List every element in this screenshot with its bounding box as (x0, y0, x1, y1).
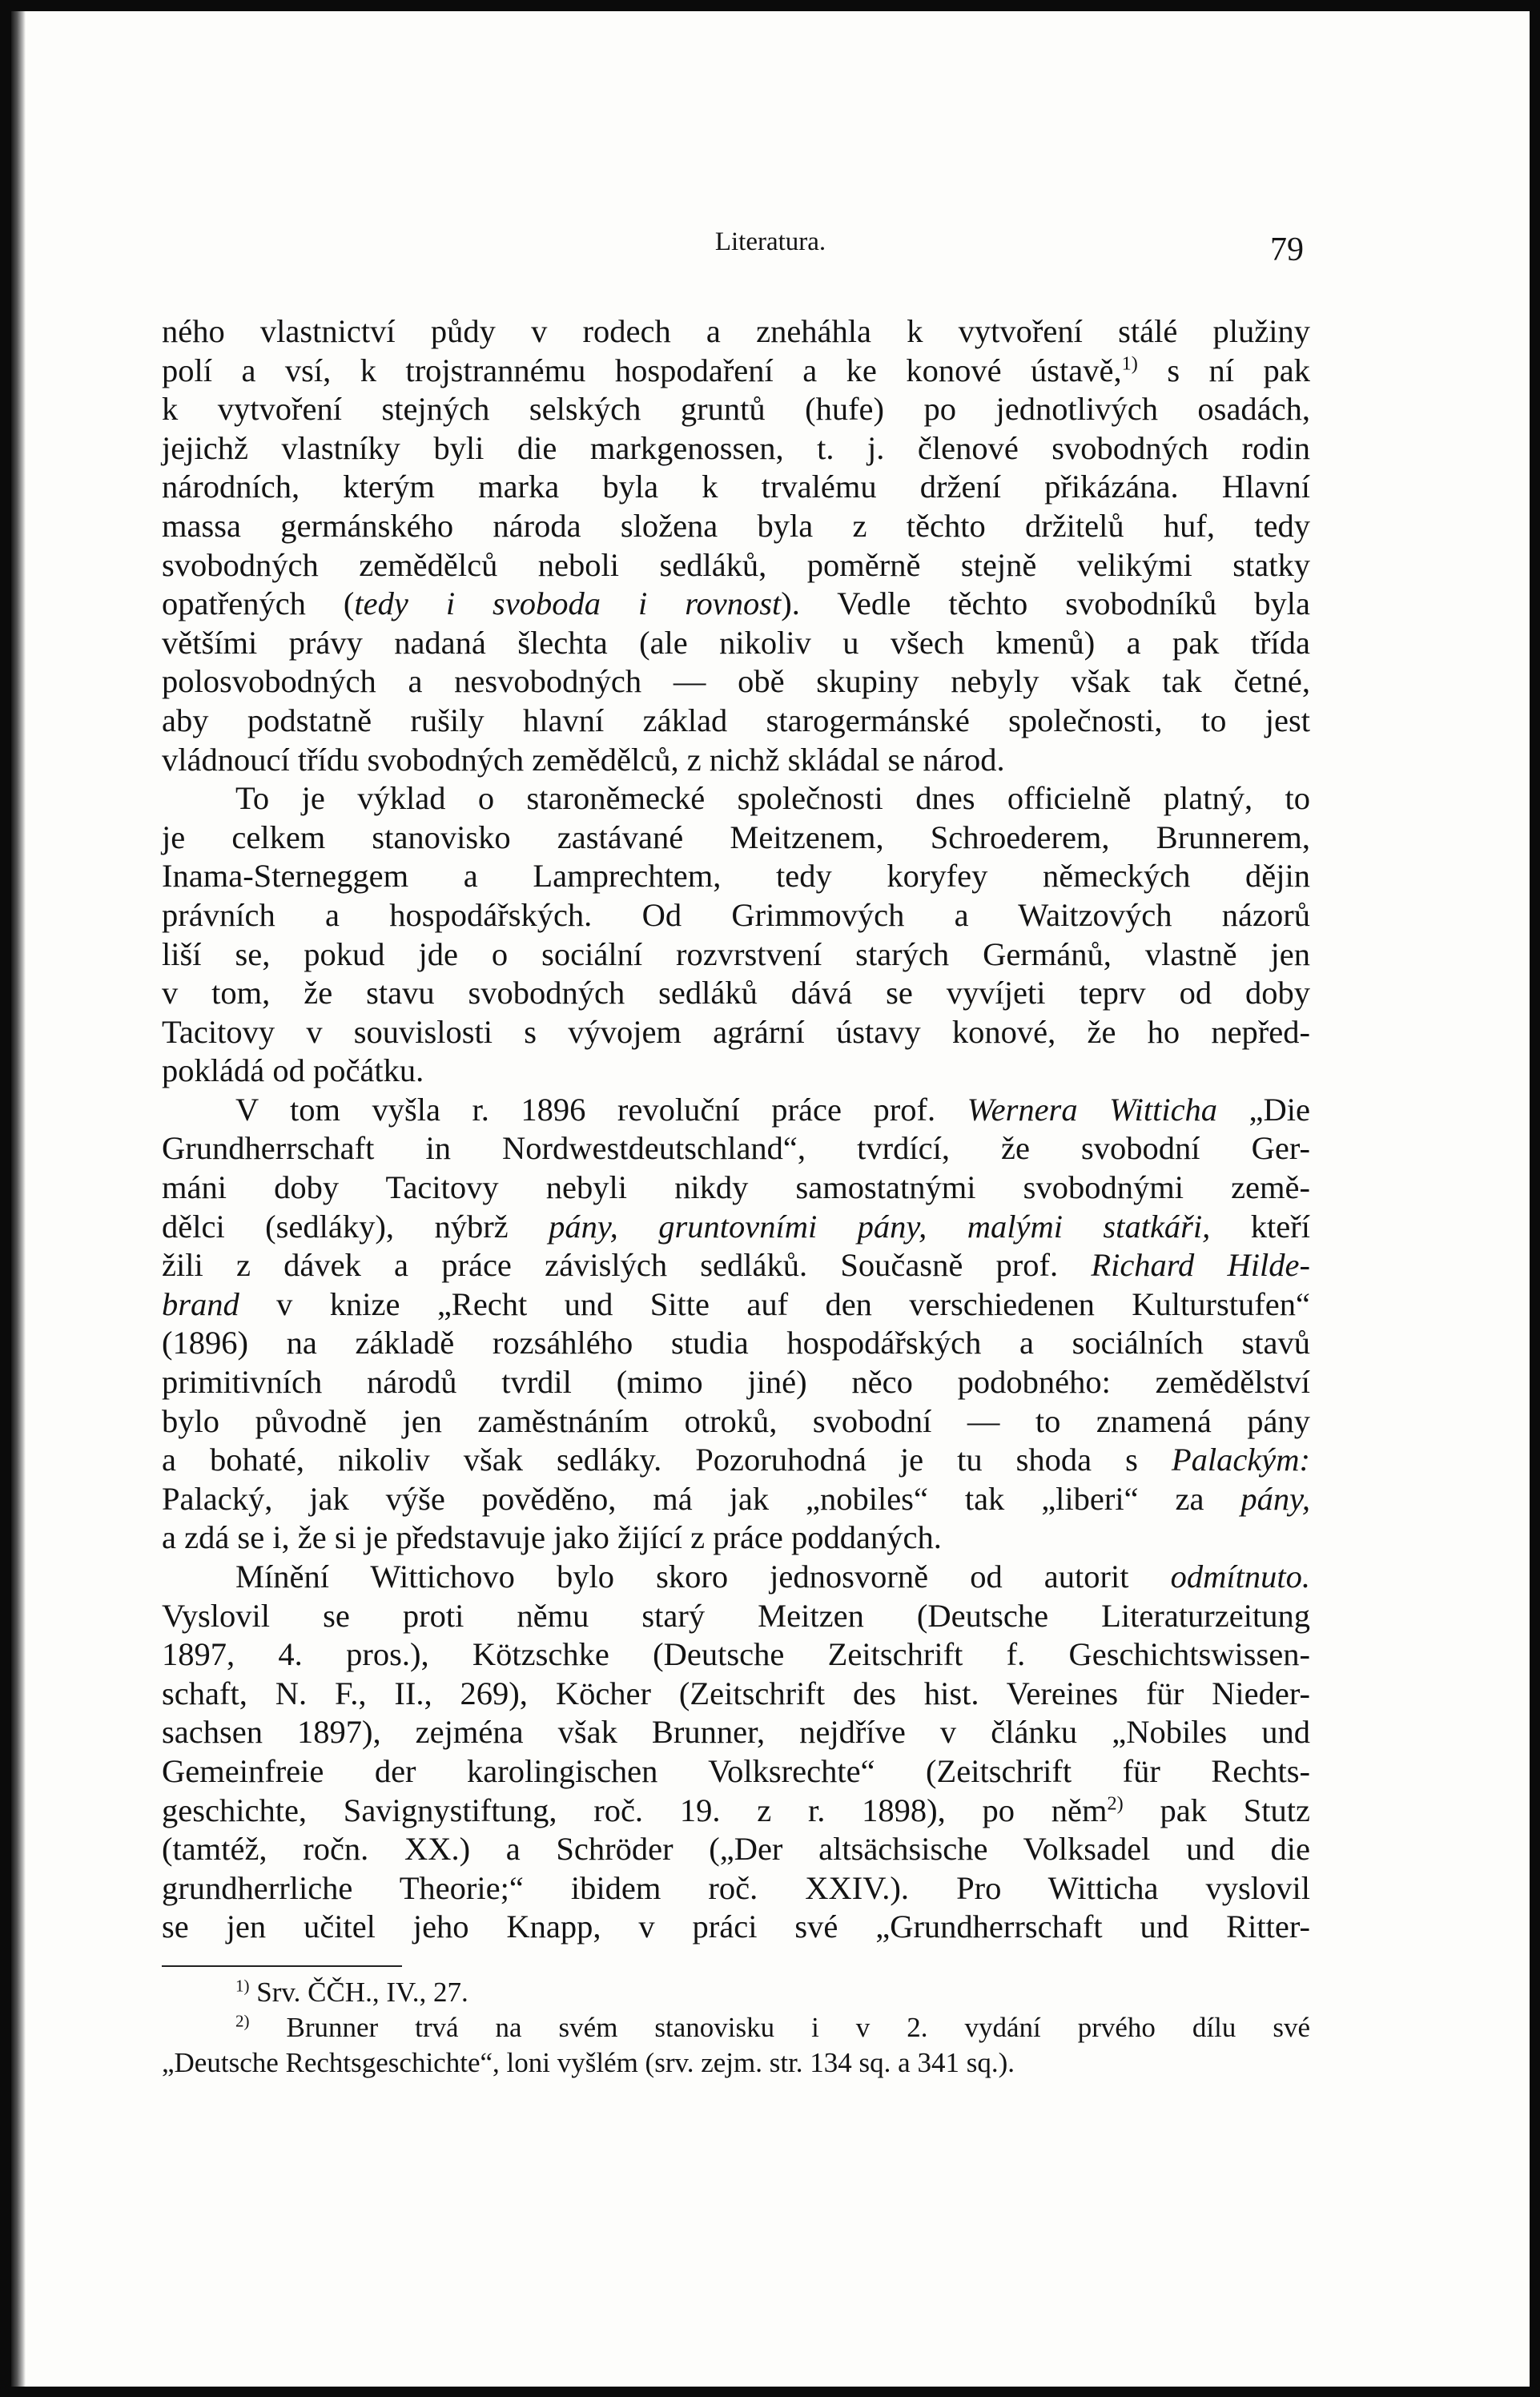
text-line: máni doby Tacitovy nebyli nikdy samostatnými svobodnými země- (162, 1169, 1310, 1206)
italic-phrase: Richard Hilde- (1091, 1247, 1310, 1284)
text-line: Mínění Wittichovo bylo skoro jednosvorně od autorit odmítnuto. (235, 1558, 1310, 1595)
text-line: brand v knize „Recht und Sitte auf den verschiedenen Kulturstufen“ (162, 1285, 1310, 1322)
text-line: vládnoucí třídu svobodných zemědělců, z nichž skládal se národ. (162, 741, 1005, 778)
text-line: aby podstatně rušily hlavní základ starogermánské společnosti, to jest (162, 702, 1310, 738)
footnote-mark: 2) (235, 2011, 250, 2031)
italic-phrase: Palackým: (1171, 1442, 1310, 1478)
page-number: 79 (1270, 231, 1304, 268)
text-line: sachsen 1897), zejména však Brunner, nejdříve v článku „Nobiles und (162, 1714, 1310, 1751)
text-line: a zdá se i, že si je představuje jako žijící z práce poddaných. (162, 1519, 942, 1556)
footnote-ref: 2) (1107, 1792, 1124, 1815)
footnote-1: $^{1)}$ Srv. ČČH., IV., 27. (235, 1976, 468, 2008)
text-line: (1896) na základě rozsáhlého studia hospodářských a sociálních stavů (162, 1325, 1310, 1361)
footnote-ref: 1) (1121, 352, 1138, 375)
text-line: pokládá od počátku. (162, 1052, 424, 1089)
text-line: je celkem stanovisko zastávané Meitzenem, Schroederem, Brunnerem, (162, 818, 1310, 855)
text-line: se jen učitel jeho Knapp, v práci své „Grundherrschaft und Ritter- (162, 1908, 1310, 1945)
text-line: bylo původně jen zaměstnáním otroků, svobodní — to znamená pány (162, 1402, 1310, 1439)
italic-phrase: tedy i svoboda i rovnost (354, 585, 782, 622)
text-line: polosvobodných a nesvobodných — obě skupiny nebyly však tak četné, (162, 663, 1310, 700)
text-line: primitivních národů tvrdil (mimo jiné) něco podobného: zemědělství (162, 1364, 1310, 1401)
footnote-mark: 1) (235, 1976, 250, 1996)
text-line: Grundherrschaft in Nordwestdeutschland“, tvrdící, že svobodní Ger- (162, 1130, 1310, 1167)
body-text (162, 312, 1310, 1947)
text-line: schaft, N. F., II., 269), Köcher (Zeitschrift des hist. Vereines für Nieder- (162, 1675, 1310, 1711)
italic-phrase: odmítnuto. (1170, 1558, 1310, 1595)
text-line: k vytvoření stejných selských gruntů (hufe) po jednotlivých osadách, (162, 391, 1310, 428)
text-line: národních, kterým marka byla k trvalému držení přikázána. Hlavní (162, 469, 1310, 505)
text-line: grundherrliche Theorie;“ ibidem roč. XXIV.). Pro Witticha vyslovil (162, 1869, 1310, 1906)
text-line: Inama-Sterneggem a Lamprechtem, tedy koryfey německých dějin (162, 858, 1310, 895)
italic-phrase: Wernera Witticha (967, 1091, 1218, 1128)
text-line: a bohaté, nikoliv však sedláky. Pozoruhodná je tu shoda s Palackým: (162, 1442, 1310, 1478)
text-line: Tacitovy v souvislosti s vývojem agrární ústavy konové, že ho nepřed- (162, 1013, 1310, 1050)
text-line: většími právy nadaná šlechta (ale nikoliv u všech kmenů) a pak třída (162, 624, 1310, 661)
footnote-2-continued: „Deutsche Rechtsgeschichte“, loni vyšlém (srv. zejm. str. 134 sq. a 341 sq.). (162, 2047, 1015, 2078)
text-line: svobodných zemědělců neboli sedláků, poměrně stejně velikými statky (162, 546, 1310, 583)
text-line: polí a vsí, k trojstrannému hospodaření a ke konové ústavě,$^{1)}$ s ní pak (162, 352, 1310, 388)
text-line: liší se, pokud jde o sociální rozvrstvení starých Germánů, vlastně jen (162, 935, 1310, 972)
running-title: Literatura. (714, 227, 826, 256)
text-line: Gemeinfreie der karolingischen Volksrechte“ (Zeitschrift für Rechts- (162, 1752, 1310, 1789)
text-line: ného vlastnictví půdy v rodech a zneháhla k vytvoření stálé plužiny (162, 313, 1310, 349)
book-page (11, 11, 1530, 2387)
text-line: 1897, 4. pros.), Kötzschke (Deutsche Zeitschrift f. Geschichtswissen- (162, 1636, 1310, 1673)
text-line: To je výklad o staroněmecké společnosti dnes officielně platný, to (235, 780, 1310, 817)
text-line: právních a hospodářských. Od Grimmových a Waitzových názorů (162, 896, 1310, 933)
footnote-rule (162, 1965, 402, 1967)
italic-phrase: pány, gruntovními pány, malými statkáři, (549, 1208, 1211, 1245)
text-line: Palacký, jak výše pověděno, má jak „nobiles“ tak „liberi“ za pány, (162, 1480, 1310, 1517)
text-line: dělci (sedláky), nýbrž pány, gruntovními pány, malými statkáři, kteří (162, 1208, 1310, 1245)
page-spine-shadow (11, 11, 26, 2387)
running-head (11, 227, 1530, 267)
text-line: geschichte, Savignystiftung, roč. 19. z r. 1898), po něm$^{2)}$ pak Stutz (162, 1792, 1310, 1828)
footnotes (162, 1975, 1310, 2081)
text-line: v tom, že stavu svobodných sedláků dává se vyvíjeti teprv od doby (162, 975, 1310, 1011)
text-line: V tom vyšla r. 1896 revoluční práce prof. Wernera Witticha „Die (235, 1091, 1311, 1128)
text-line: Vyslovil se proti němu starý Meitzen (Deutsche Literaturzeitung (162, 1597, 1310, 1634)
footnote-2: $^{2)}$ Brunner trvá na svém stanovisku i v 2. vydání prvého dílu své (235, 2011, 1310, 2043)
text-line: (tamtéž, ročn. XX.) a Schröder („Der altsächsische Volksadel und die (162, 1831, 1310, 1868)
text-line: opatřených (tedy i svoboda i rovnost). Vedle těchto svobodníků byla (162, 585, 1310, 622)
text-line: massa germánského národa složena byla z těchto držitelů huf, tedy (162, 507, 1310, 544)
italic-phrase: brand (162, 1285, 239, 1322)
text-line: jejichž vlastníky byli die markgenossen, t. j. členové svobodných rodin (162, 429, 1310, 466)
text-line: žili z dávek a práce závislých sedláků. Současně prof. Richard Hilde- (162, 1247, 1310, 1284)
italic-phrase: pány, (1240, 1480, 1310, 1517)
